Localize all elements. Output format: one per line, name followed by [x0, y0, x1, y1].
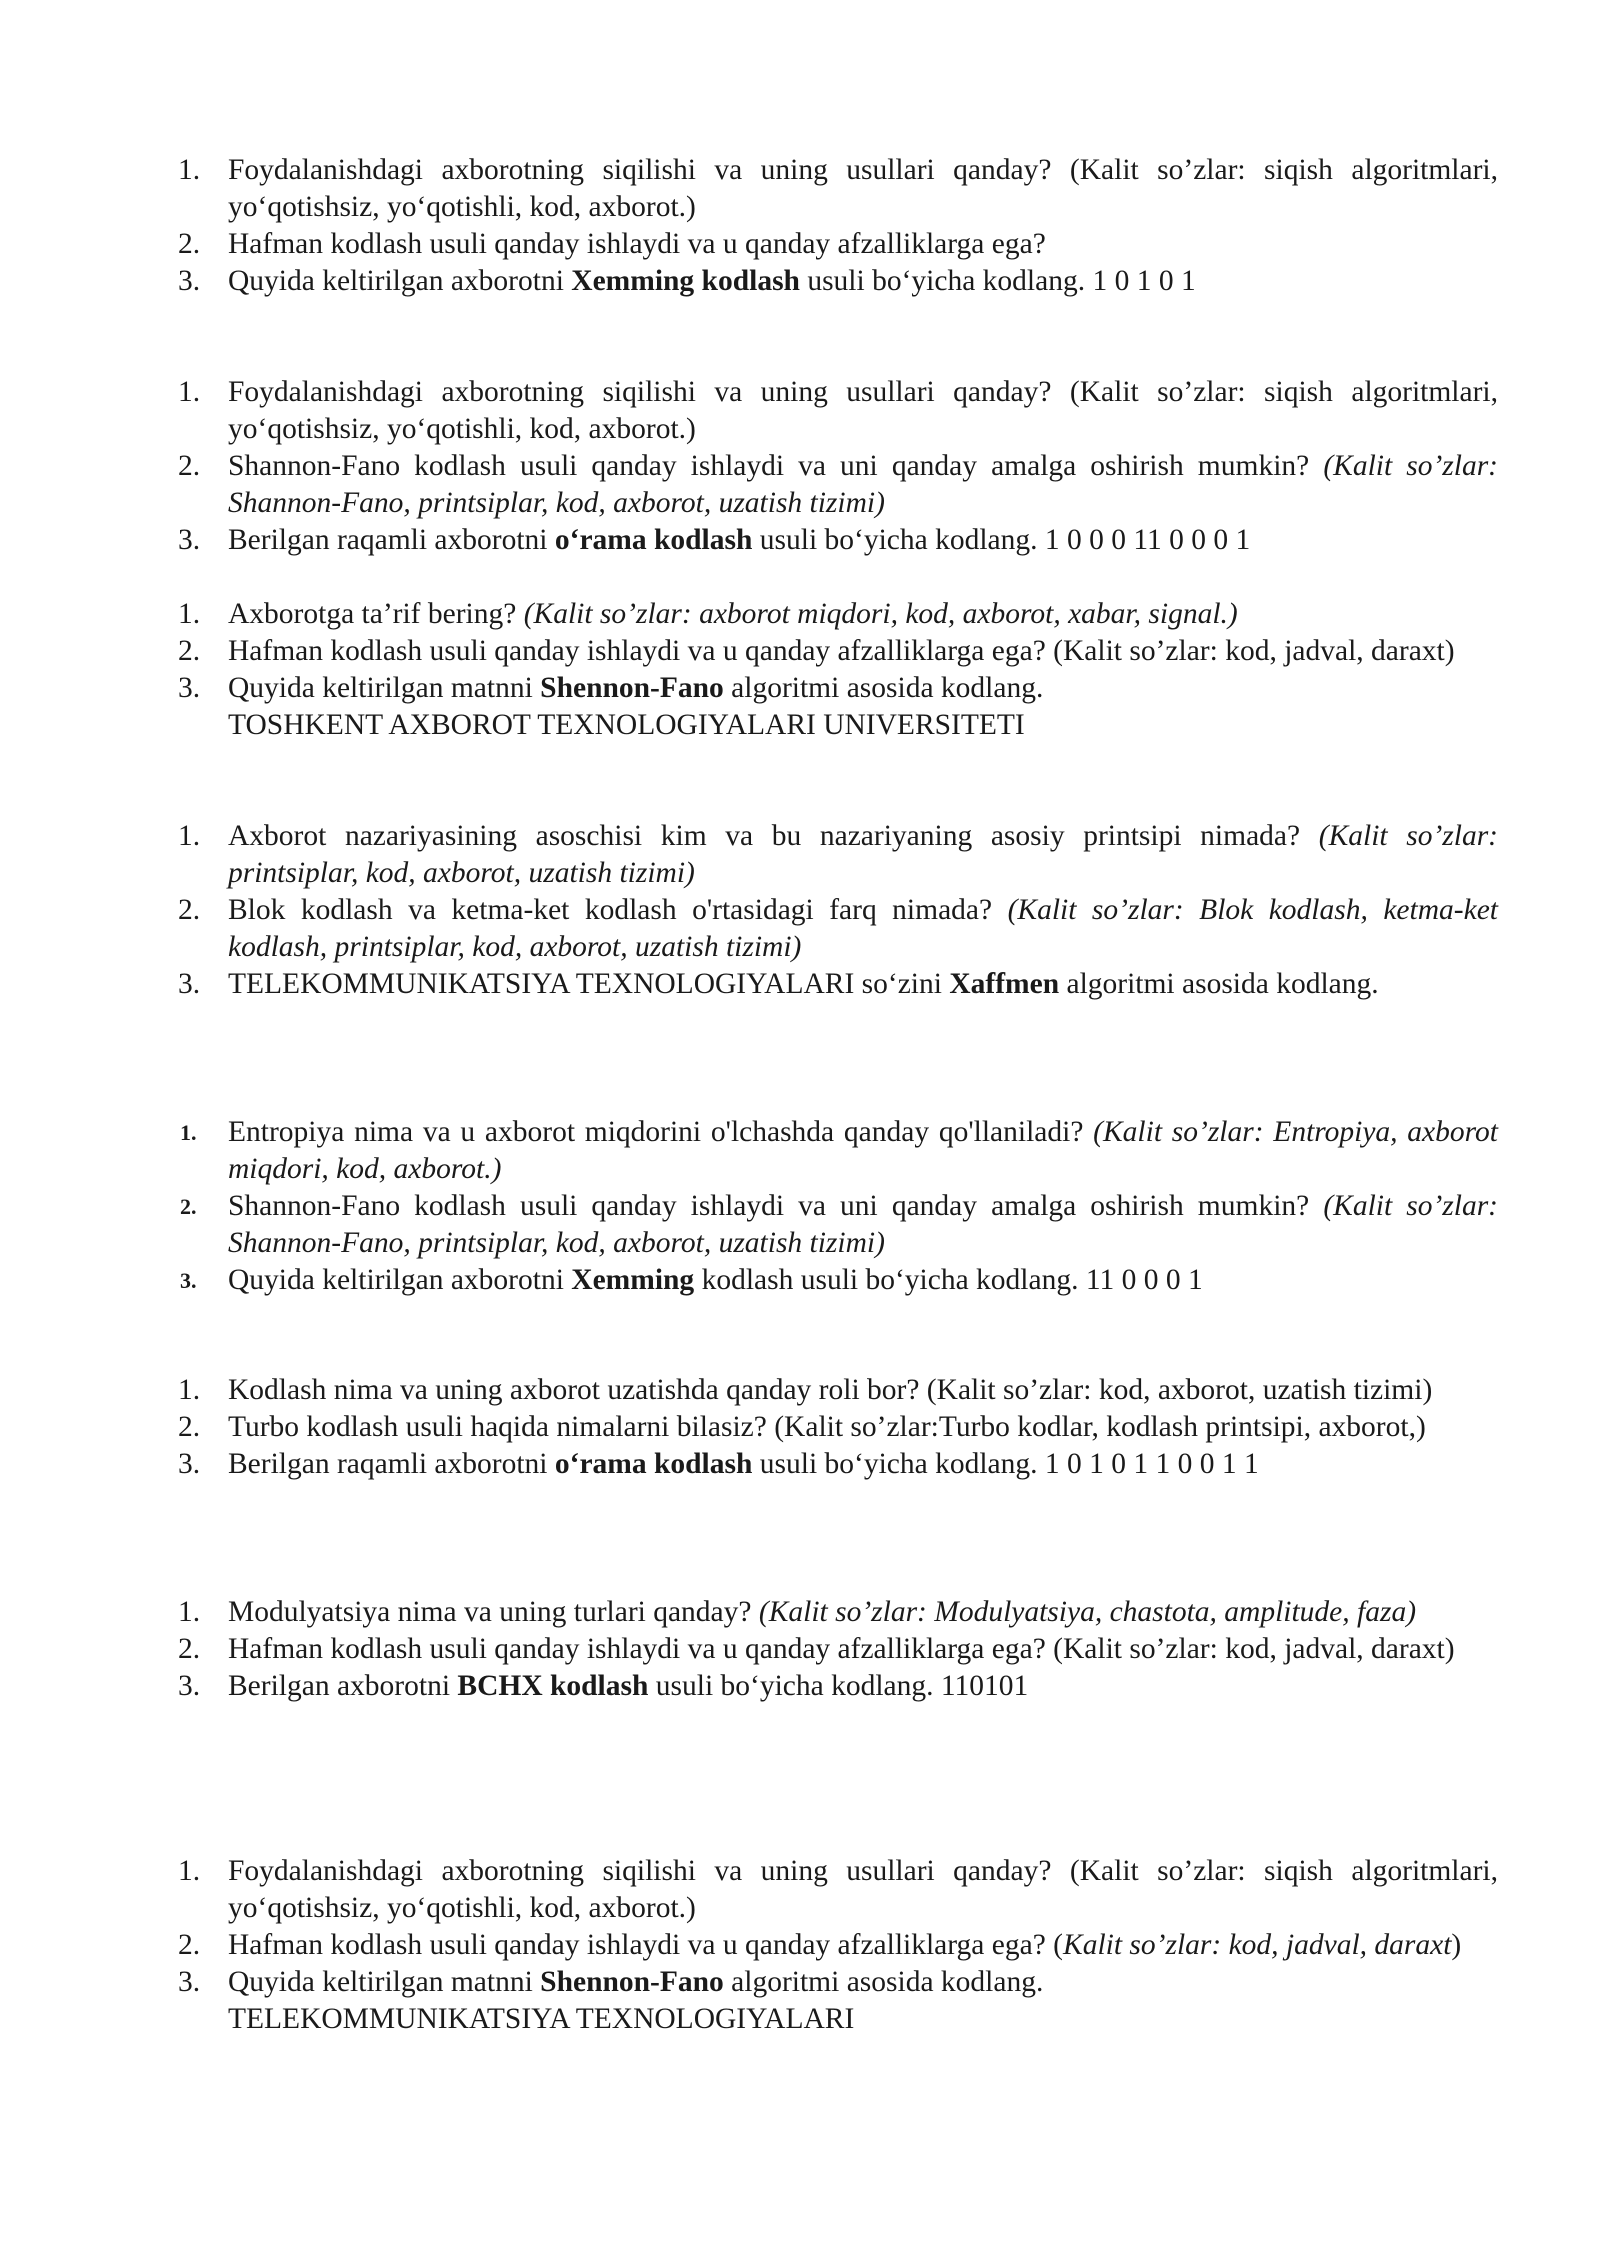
question-set-8 — [0, 1853, 1600, 2038]
question-number: 1. — [178, 376, 201, 408]
question-keywords: (Kalit so’zlar: Blok kodlash, ketma-ket kodlash, printsiplar, kod, axborot, uzatish tizimi) — [228, 894, 1498, 963]
question-text: Quyida keltirilgan matnni — [228, 672, 541, 704]
question-text-tail: usuli bo‘yicha kodlang. 110101 — [648, 1670, 1029, 1702]
question-number: 3. — [178, 968, 201, 1000]
question-number: 1. — [178, 154, 201, 186]
question-bold-term: Xemming kodlash — [571, 265, 800, 297]
question-number: 2. — [178, 1411, 201, 1443]
question-number: 2. — [180, 1194, 197, 1219]
question-text: Berilgan raqamli axborotni — [228, 1448, 555, 1480]
question-1 — [0, 1372, 1498, 1409]
question-keywords: (Kalit so’zlar: printsiplar, kod, axborot, uzatish tizimi) — [228, 820, 1499, 889]
question-3 — [0, 966, 1498, 1003]
question-number: 3. — [178, 1966, 201, 1998]
question-1 — [0, 596, 1498, 633]
question-number: 3. — [178, 1670, 201, 1702]
question-text: Hafman kodlash usuli qanday ishlaydi va u qanday afzalliklarga ega? (Kalit so’zlar: kod, jadval, daraxt) — [228, 1633, 1455, 1665]
question-3 — [0, 1964, 1498, 2038]
question-bold-term: BCHX kodlash — [457, 1670, 649, 1702]
question-text: Foydalanishdagi axborotning siqilishi va uning usullari qanday? (Kalit so’zlar: siqish algoritmlari, yo‘qotishsiz, yo‘qotishli, kod, axborot.) — [228, 154, 1498, 223]
question-2 — [0, 226, 1498, 263]
question-text: Hafman kodlash usuli qanday ishlaydi va u qanday afzalliklarga ega? — [228, 228, 1046, 260]
question-bold-term: o‘rama kodlash — [554, 1448, 753, 1480]
question-3 — [0, 263, 1498, 300]
question-number: 3. — [180, 1268, 197, 1293]
question-3 — [0, 1668, 1498, 1705]
question-1 — [0, 1594, 1498, 1631]
question-number: 1. — [180, 1120, 197, 1145]
question-number: 2. — [178, 1633, 201, 1665]
question-text: Modulyatsiya nima va uning turlari qanday? — [228, 1596, 759, 1628]
question-text: Foydalanishdagi axborotning siqilishi va uning usullari qanday? (Kalit so’zlar: siqish algoritmlari, yo‘qotishsiz, yo‘qotishli, kod, axborot.) — [228, 376, 1498, 445]
question-1 — [0, 1853, 1498, 1927]
question-text: Hafman kodlash usuli qanday ishlaydi va u qanday afzalliklarga ega? ( — [228, 1929, 1064, 1961]
question-3 — [0, 670, 1498, 744]
question-number: 1. — [178, 1855, 201, 1887]
question-text: TELEKOMMUNIKATSIYA TEXNOLOGIYALARI so‘zini — [228, 968, 950, 1000]
question-bold-term: Shennon-Fano — [540, 1966, 724, 1998]
question-text: Entropiya nima va u axborot miqdorini o'lchashda qanday qo'llaniladi? — [228, 1116, 1094, 1148]
question-set-7 — [0, 1594, 1600, 1705]
question-text: Kodlash nima va uning axborot uzatishda qanday roli bor? (Kalit so’zlar: kod, axborot, uzatish tizimi) — [228, 1374, 1433, 1406]
question-text: Quyida keltirilgan matnni — [228, 1966, 541, 1998]
question-keywords: (Kalit so’zlar: axborot miqdori, kod, axborot, xabar, signal.) — [523, 598, 1238, 630]
question-number: 3. — [178, 265, 201, 297]
question-number: 1. — [178, 1596, 201, 1628]
question-text-tail: usuli bo‘yicha kodlang. 1 0 0 0 11 0 0 0 1 — [752, 524, 1251, 556]
question-number: 1. — [178, 820, 201, 852]
question-bold-term: o‘rama kodlash — [554, 524, 753, 556]
question-number: 1. — [178, 1374, 201, 1406]
question-text-tail: usuli bo‘yicha kodlang. 1 0 1 0 1 1 0 0 1 1 — [752, 1448, 1259, 1480]
question-number: 2. — [178, 894, 201, 926]
question-1 — [0, 374, 1498, 448]
question-set-3 — [0, 596, 1600, 744]
question-text: Quyida keltirilgan axborotni — [228, 1264, 572, 1296]
question-1 — [0, 818, 1498, 892]
question-text: Berilgan raqamli axborotni — [228, 524, 555, 556]
question-3 — [0, 1446, 1498, 1483]
text-to-encode: TELEKOMMUNIKATSIYA TEXNOLOGIYALARI — [228, 2003, 855, 2035]
question-set-1 — [0, 152, 1600, 300]
question-number: 3. — [178, 672, 201, 704]
question-keywords: (Kalit so’zlar: Entropiya, axborot miqdori, kod, axborot.) — [228, 1116, 1498, 1185]
question-2 — [0, 892, 1498, 966]
question-keywords: Kalit so’zlar: kod, jadval, daraxt — [1063, 1929, 1452, 1961]
question-text: Foydalanishdagi axborotning siqilishi va uning usullari qanday? (Kalit so’zlar: siqish algoritmlari, yo‘qotishsiz, yo‘qotishli, kod, axborot.) — [228, 1855, 1498, 1924]
question-text: Quyida keltirilgan axborotni — [228, 265, 572, 297]
question-keywords: (Kalit so’zlar: Shannon-Fano, printsiplar, kod, axborot, uzatish tizimi) — [228, 1190, 1499, 1259]
question-number: 2. — [178, 228, 201, 260]
question-text-tail: algoritmi asosida kodlang. — [723, 672, 1044, 704]
question-text: Shannon-Fano kodlash usuli qanday ishlaydi va uni qanday amalga oshirish mumkin? — [228, 1190, 1324, 1222]
question-bold-term: Xaffmen — [949, 968, 1060, 1000]
question-2 — [0, 1409, 1498, 1446]
question-text: Hafman kodlash usuli qanday ishlaydi va u qanday afzalliklarga ega? (Kalit so’zlar: kod, jadval, daraxt) — [228, 635, 1455, 667]
question-number: 1. — [178, 598, 201, 630]
question-1 — [0, 1114, 1498, 1188]
question-set-5 — [0, 1114, 1600, 1299]
question-2 — [0, 1188, 1498, 1262]
question-set-4 — [0, 818, 1600, 1003]
question-2 — [0, 448, 1498, 522]
question-text: Shannon-Fano kodlash usuli qanday ishlaydi va uni qanday amalga oshirish mumkin? — [228, 450, 1324, 482]
question-bold-term: Shennon-Fano — [540, 672, 724, 704]
question-number: 2. — [178, 635, 201, 667]
question-text-tail: ) — [1451, 1929, 1462, 1961]
text-to-encode: TOSHKENT AXBOROT TEXNOLOGIYALARI UNIVERSITETI — [228, 709, 1025, 741]
question-number: 2. — [178, 450, 201, 482]
question-3 — [0, 1262, 1498, 1299]
question-3 — [0, 522, 1498, 559]
question-set-2 — [0, 374, 1600, 559]
question-text: Turbo kodlash usuli haqida nimalarni bilasiz? (Kalit so’zlar:Turbo kodlar, kodlash printsipi, axborot,) — [228, 1411, 1426, 1443]
question-2 — [0, 633, 1498, 670]
question-number: 3. — [178, 524, 201, 556]
question-text: Blok kodlash va ketma-ket kodlash o'rtasidagi farq nimada? — [228, 894, 1008, 926]
question-text-tail: kodlash usuli bo‘yicha kodlang. 11 0 0 0 1 — [694, 1264, 1203, 1296]
question-1 — [0, 152, 1498, 226]
question-text-tail: algoritmi asosida kodlang. — [723, 1966, 1044, 1998]
question-2 — [0, 1927, 1498, 1964]
question-2 — [0, 1631, 1498, 1668]
question-bold-term: Xemming — [571, 1264, 695, 1296]
question-keywords: (Kalit so’zlar: Modulyatsiya, chastota, amplitude, faza) — [758, 1596, 1417, 1628]
question-text-tail: usuli bo‘yicha kodlang. 1 0 1 0 1 — [799, 265, 1196, 297]
question-text: Axborotga ta’rif bering? — [228, 598, 524, 630]
question-number: 3. — [178, 1448, 201, 1480]
question-number: 2. — [178, 1929, 201, 1961]
question-keywords: (Kalit so’zlar: Shannon-Fano, printsiplar, kod, axborot, uzatish tizimi) — [228, 450, 1499, 519]
question-text: Axborot nazariyasining asoschisi kim va bu nazariyaning asosiy printsipi nimada? — [228, 820, 1319, 852]
question-set-6 — [0, 1372, 1600, 1483]
question-text: Berilgan axborotni — [228, 1670, 458, 1702]
question-text-tail: algoritmi asosida kodlang. — [1059, 968, 1379, 1000]
